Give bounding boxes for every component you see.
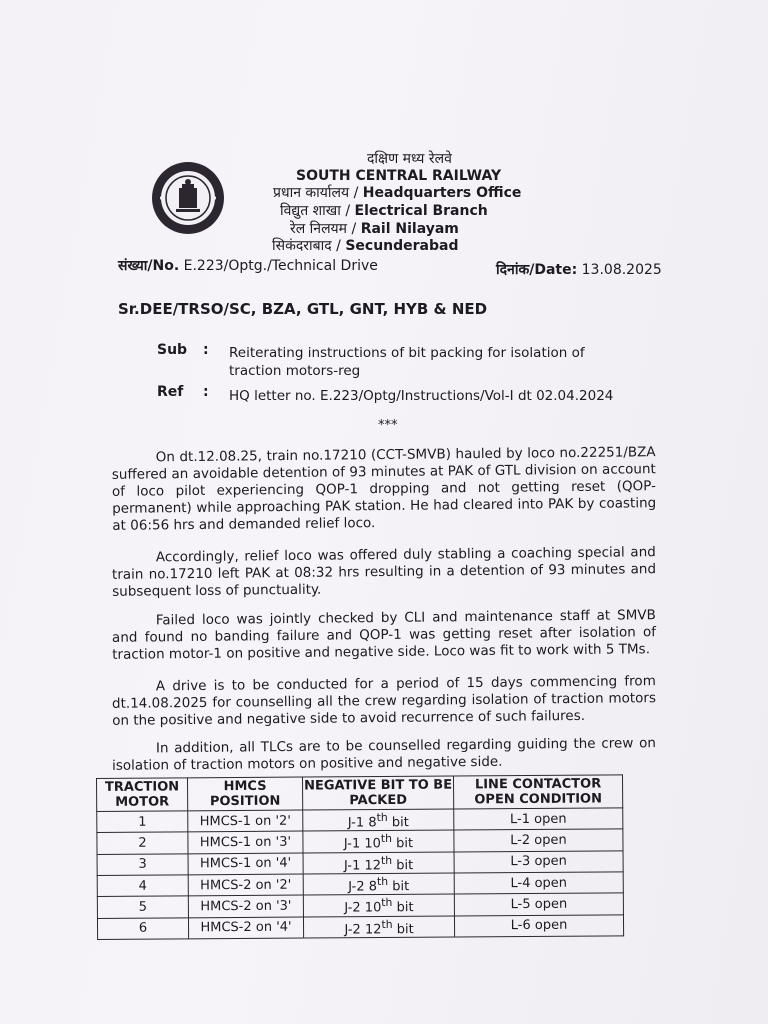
cell-lc: L-2 open <box>454 829 623 852</box>
bit-tail: bit <box>392 921 414 937</box>
addressee: Sr.DEE/TRSO/SC, BZA, GTL, GNT, HYB & NED <box>118 300 488 318</box>
date-label: /Date: <box>529 262 578 278</box>
building-english: Rail Nilayam <box>360 221 459 237</box>
sub-colon: : <box>203 342 209 358</box>
bit-sup: th <box>376 874 389 889</box>
letter-number <box>118 256 378 275</box>
railway-name-hindi: दक्षिण मध्य रेलवे <box>367 151 452 167</box>
cell-hmcs: HMCS-1 on '4' <box>188 853 303 875</box>
cell-motor: 4 <box>97 875 188 897</box>
railway-name: SOUTH CENTRAL RAILWAY <box>296 168 502 184</box>
letter-date <box>496 260 662 279</box>
building-hindi: रेल निलयम <box>290 221 348 237</box>
cell-lc: L-3 open <box>454 850 623 873</box>
cell-motor: 3 <box>97 854 188 876</box>
bit-sup: th <box>380 853 393 867</box>
cell-bit <box>303 873 454 895</box>
branch-english: Electrical Branch <box>354 203 488 219</box>
paragraph-incident: On dt.12.08.25, train no.17210 (CCT-SMVB) hauled by loco no.22251/BZA suffered an avoidable detention of 93 minutes at PAK of GTL division on account of loco pilot experiencing QOP-1 dropping and not getting reset (QOP-permanent) while approaching PAK station. He had cleared into PAK by coasting at 06:56 hrs and demanded relief loco. <box>111 444 657 534</box>
cell-hmcs: HMCS-1 on '3' <box>188 831 303 853</box>
cell-lc: L-6 open <box>454 914 623 937</box>
cell-bit <box>303 894 454 916</box>
no-label-hindi: संख्या/ <box>118 258 153 274</box>
cell-lc: L-1 open <box>454 808 623 831</box>
cell-bit <box>303 809 454 831</box>
paragraph-tlc: In addition, all TLCs are to be counselled regarding guiding the crew on isolation of traction motors on positive and negative side. <box>112 735 656 774</box>
table-row <box>97 914 623 939</box>
city-hindi: सिकंदराबाद <box>272 238 332 254</box>
city-english: Secunderabad <box>345 238 459 254</box>
hq-hindi: प्रधान कार्यालय <box>273 185 350 201</box>
building-line: रेल निलयम / Rail Nilayam <box>290 221 459 237</box>
cell-bit <box>303 852 454 874</box>
indian-railways-emblem-icon <box>150 160 226 236</box>
header-line-contactor: LINE CONTACTOR OPEN CONDITION <box>453 775 622 809</box>
bit-base: J-2 8 <box>348 879 378 895</box>
no-label: No. <box>152 258 180 274</box>
paragraph-relief: Accordingly, relief loco was offered duly stabling a coaching special and train no.17210 left PAK at 08:32 hrs resulting in a detention of 93 minutes and subsequent loss of punctuality. <box>111 544 657 600</box>
cell-motor: 5 <box>97 896 188 918</box>
hq-english: Headquarters Office <box>362 185 522 201</box>
bit-tail: bit <box>387 815 409 831</box>
header-negative-bit: NEGATIVE BIT TO BE PACKED <box>303 777 453 809</box>
cell-motor: 6 <box>97 917 188 939</box>
header-hmcs-position: HMCS POSITION <box>188 777 303 811</box>
date-value: 13.08.2025 <box>581 262 662 278</box>
hq-line: प्रधान कार्यालय / Headquarters Office <box>273 185 522 201</box>
cell-hmcs: HMCS-2 on '2' <box>188 874 303 896</box>
cell-motor: 1 <box>97 811 188 833</box>
cell-lc: L-5 open <box>454 893 623 916</box>
bit-base: J-2 12 <box>344 921 382 938</box>
cell-hmcs: HMCS-2 on '3' <box>188 895 303 917</box>
bit-sup: th <box>381 917 393 931</box>
bit-sup: th <box>380 832 392 846</box>
separator: *** <box>378 418 398 433</box>
reference-text: HQ letter no. E.223/Optg/Instructions/Vol-I dt 02.04.2024 <box>229 388 614 404</box>
ref-label: Ref <box>157 384 184 400</box>
city-line: सिकंदराबाद / Secunderabad <box>272 238 459 254</box>
date-label-hindi: दिनांक <box>496 262 530 278</box>
cell-bit <box>303 830 454 852</box>
no-value: E.223/Optg./Technical Drive <box>183 258 378 274</box>
cell-motor: 2 <box>97 832 188 854</box>
branch-line: विद्युत शाखा / Electrical Branch <box>280 203 488 219</box>
paragraph-drive: A drive is to be conducted for a period of 15 days commencing from dt.14.08.2025 for counselling all the crew regarding isolation of traction motors on the positive and negative side to avoid recurrence of such failures. <box>111 673 657 729</box>
bit-sup: th <box>376 810 388 825</box>
cell-hmcs: HMCS-1 on '2' <box>188 810 303 832</box>
cell-lc: L-4 open <box>454 872 623 895</box>
bit-base: J-1 12 <box>343 857 382 874</box>
bit-base: J-1 8 <box>347 815 377 831</box>
paragraph-inspection: Failed loco was jointly checked by CLI and maintenance staff at SMVB and found no banding failure and QOP-1 was getting reset after isolation of traction motor-1 on positive and negative side. Loco was fit to work with 5 TMs. <box>111 607 657 663</box>
bit-base: J-2 10 <box>344 900 382 916</box>
cell-hmcs: HMCS-2 on '4' <box>188 917 303 939</box>
bit-tail: bit <box>391 836 414 852</box>
sub-label: Sub <box>157 342 188 358</box>
bit-tail: bit <box>388 879 410 895</box>
table-header-row <box>97 775 623 812</box>
bit-packing-table-wrapper <box>96 774 624 940</box>
branch-hindi: विद्युत शाखा <box>280 203 341 219</box>
subject-text: Reiterating instructions of bit packing for isolation of traction motors-reg <box>229 345 585 379</box>
cell-bit <box>303 916 454 938</box>
bit-packing-table <box>96 774 624 940</box>
header-traction-motor: TRACTION MOTOR <box>97 778 188 812</box>
bit-tail: bit <box>392 900 414 916</box>
bit-sup: th <box>381 896 393 910</box>
bit-tail: bit <box>392 857 414 873</box>
bit-base: J-1 10 <box>343 836 381 852</box>
ref-colon: : <box>203 384 209 400</box>
